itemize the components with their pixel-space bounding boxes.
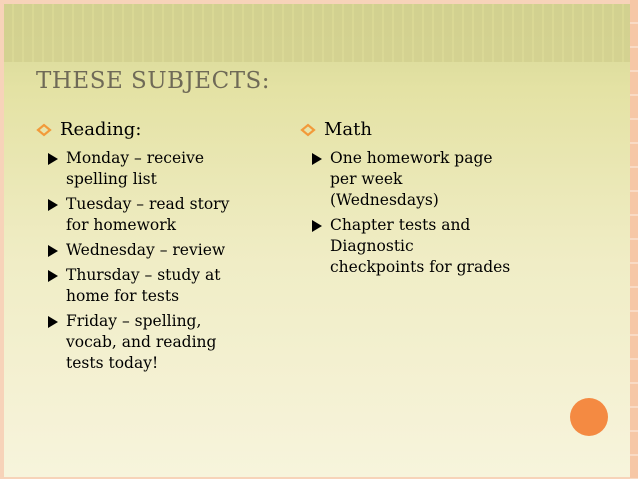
list-item [48, 311, 286, 374]
list-item [312, 148, 620, 211]
list-item-text: Friday – spelling, vocab, and reading tests today! [66, 312, 217, 372]
triangle-bullet-icon [48, 153, 58, 165]
reading-column [36, 118, 286, 378]
ring-bullet-icon [300, 122, 316, 138]
list-item [48, 194, 286, 236]
reading-list [36, 148, 286, 374]
triangle-bullet-icon [48, 245, 58, 257]
right-decorative-border [630, 0, 638, 479]
list-item [48, 240, 286, 261]
list-item-text: One homework page per week (Wednesdays) [330, 149, 493, 209]
list-item [48, 148, 286, 190]
triangle-bullet-icon [312, 153, 322, 165]
list-item-text: Tuesday – read story for homework [66, 195, 230, 234]
header-band [4, 4, 630, 62]
math-heading [300, 118, 620, 142]
slide-title: THESE SUBJECTS: [36, 68, 271, 94]
ring-bullet-icon [36, 122, 52, 138]
reading-heading-label: Reading: [60, 119, 142, 140]
list-item-text: Chapter tests and Diagnostic checkpoints for grades [330, 216, 511, 276]
math-column [300, 118, 620, 282]
list-item [312, 215, 620, 278]
list-item [48, 265, 286, 307]
triangle-bullet-icon [48, 199, 58, 211]
decorative-circle [570, 398, 608, 436]
math-heading-label: Math [324, 119, 372, 140]
triangle-bullet-icon [48, 270, 58, 282]
list-item-text: Monday – receive spelling list [66, 149, 205, 188]
triangle-bullet-icon [48, 316, 58, 328]
reading-heading [36, 118, 286, 142]
triangle-bullet-icon [312, 220, 322, 232]
math-list [300, 148, 620, 278]
list-item-text: Thursday – study at home for tests [66, 266, 221, 305]
list-item-text: Wednesday – review [66, 241, 226, 259]
